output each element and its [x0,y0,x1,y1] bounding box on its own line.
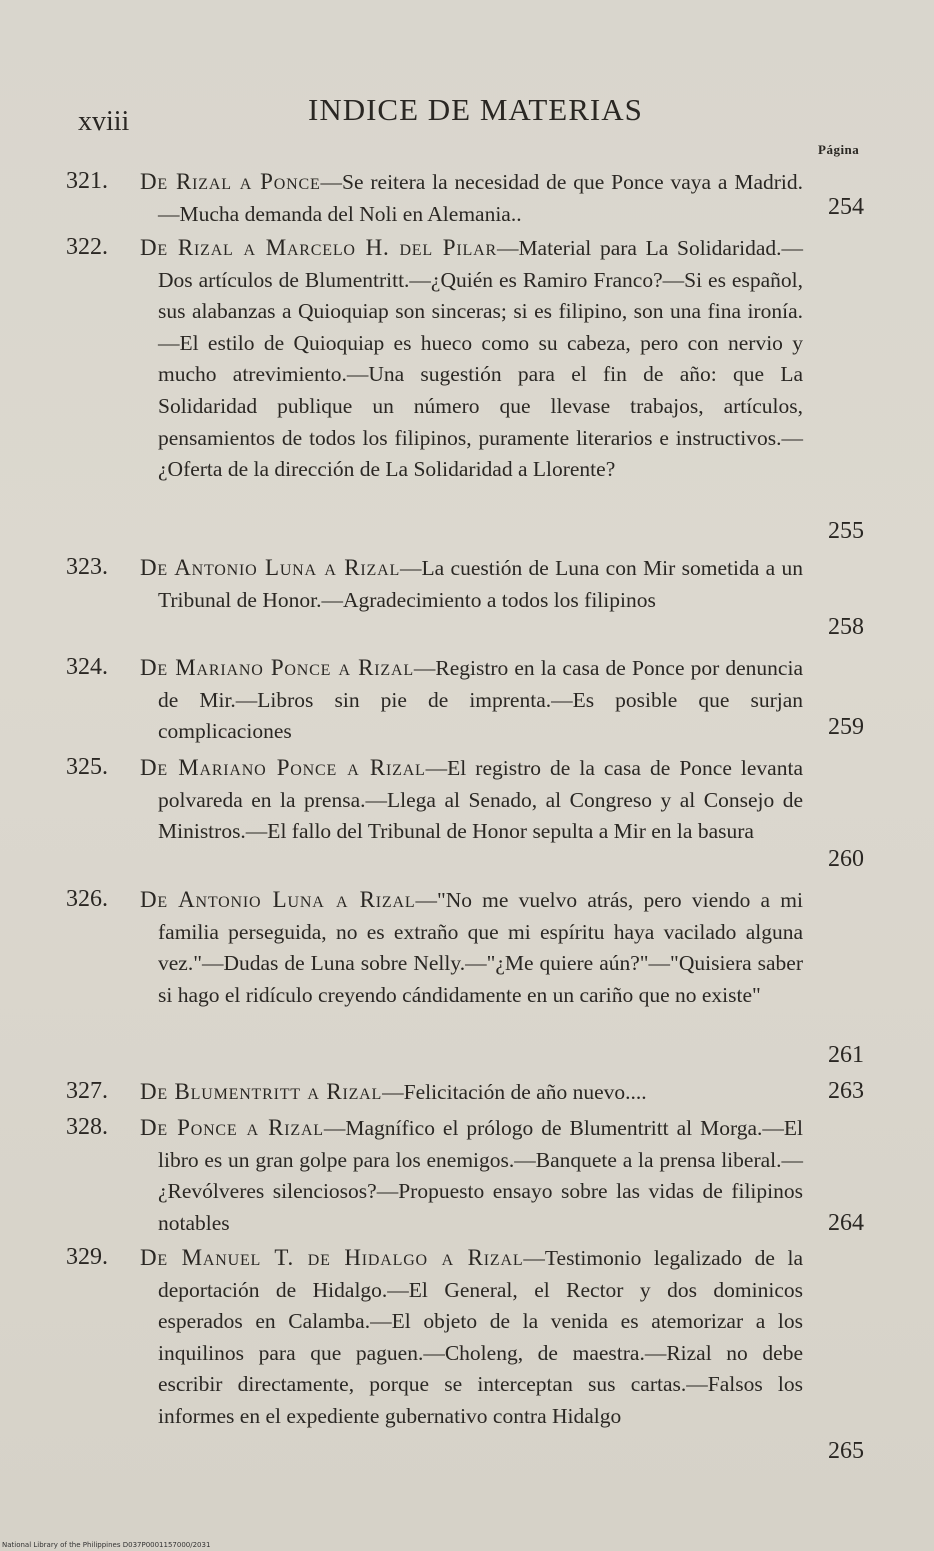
entry-number: 328. [66,1114,108,1140]
entry-text [140,1076,803,1109]
entry-page: 254 [828,194,864,220]
entry-number: 325. [66,754,108,780]
running-title: INDICE DE MATERIAS [308,92,643,127]
page-header [70,88,870,138]
entry-text [140,752,803,848]
entry-number: 329. [66,1244,108,1270]
entry-desc: —Material para La Solidaridad.—Dos artículos de Blumentritt.—¿Quién es Ramiro Franco?—Si es español, sus alabanzas a Quioquiap son sinceras; si es filipino, son una fina ironía.—El estilo de Quioquiap es hueco como su cabeza, pero con nervio y mucho atrevimiento.—Una sugestión para el fin de año: que La Solidaridad publique un número que llevase trabajos, artículos, pensamientos de todos los filipinos, puramente literarios e instructivos.—¿Oferta de la dirección de La Solidaridad a Llorente? [158,236,803,482]
entry-head: De Ponce a Rizal [140,1115,324,1140]
entry-desc: —"No me vuelvo atrás, pero viendo a mi familia perseguida, no es extraño que mi espíritu haya vacilado alguna vez."—Dudas de Luna sobre Nelly.—"¿Me quiere aún?"—"Quisiera saber si hago el ridículo creyendo cándidamente en un cariño que no existe" [158,888,803,1007]
folio: xviii [78,106,130,137]
entry-desc: —La cuestión de Luna con Mir sometida a un Tribunal de Honor.—Agradecimiento a todos los filipinos [158,556,803,612]
entry-head: De Manuel T. de Hidalgo a Rizal [140,1245,524,1270]
entry-number: 324. [66,654,108,680]
entry-text [140,884,803,1011]
entry-text [140,1242,803,1433]
entry-text [140,1112,803,1239]
entry-desc: —El registro de la casa de Ponce levanta polvareda en la prensa.—Llega al Senado, al Congreso y al Consejo de Ministros.—El fallo del Tribunal de Honor sepulta a Mir en la basura [158,756,803,844]
entry-page: 264 [828,1210,864,1236]
entry-page: 261 [828,1042,864,1068]
entry-page: 260 [828,846,864,872]
scan-footer: National Library of the Philippines D037P0001157000/2031 [2,1541,211,1549]
entry-number: 321. [66,168,108,194]
entry-text [140,232,803,486]
entry-head: De Antonio Luna a Rizal [140,887,416,912]
entry-page: 263 [828,1078,864,1104]
entry-head: De Blumentritt a Rizal [140,1079,383,1104]
entry-desc: —Magnífico el prólogo de Blumentritt al Morga.—El libro es un gran golpe para los enemigos.—Banquete a la prensa liberal.—¿Revólveres silenciosos?—Propuesto ensayo sobre las vidas de filipinos notables [158,1116,804,1235]
entry-head: De Rizal a Ponce [140,169,321,194]
entry-head: De Mariano Ponce a Rizal [140,655,414,680]
entry-desc: —Registro en la casa de Ponce por denuncia de Mir.—Libros sin pie de imprenta.—Es posible que surjan complicaciones [158,656,803,744]
entry-head: De Mariano Ponce a Rizal [140,755,426,780]
entry-number: 323. [66,554,108,580]
entry-text [140,552,803,616]
entry-page: 258 [828,614,864,640]
entry-desc: —Testimonio legalizado de la deportación de Hidalgo.—El General, el Rector y dos dominicos esperados en Calamba.—El objeto de la venida es atemorizar a los inquilinos para que paguen.—Choleng, de maestra.—Rizal no debe escribir directamente, porque se interceptan sus cartas.—Falsos los informes en el expediente gubernativo contra Hidalgo [158,1246,803,1428]
entry-page: 265 [828,1438,864,1464]
pagina-label: Página [818,142,860,157]
entry-page: 255 [828,518,864,544]
entry-number: 326. [66,886,108,912]
entry-text [140,166,803,230]
entry-text [140,652,803,748]
entry-number: 322. [66,234,108,260]
entry-head: De Rizal a Marcelo H. del Pilar [140,235,497,260]
entry-desc: —Felicitación de año nuevo.... [382,1080,647,1104]
entry-desc: —Se reitera la necesidad de que Ponce vaya a Madrid.—Mucha demanda del Noli en Alemania.. [158,170,803,226]
entry-number: 327. [66,1078,108,1104]
entry-head: De Antonio Luna a Rizal [140,555,401,580]
entry-page: 259 [828,714,864,740]
